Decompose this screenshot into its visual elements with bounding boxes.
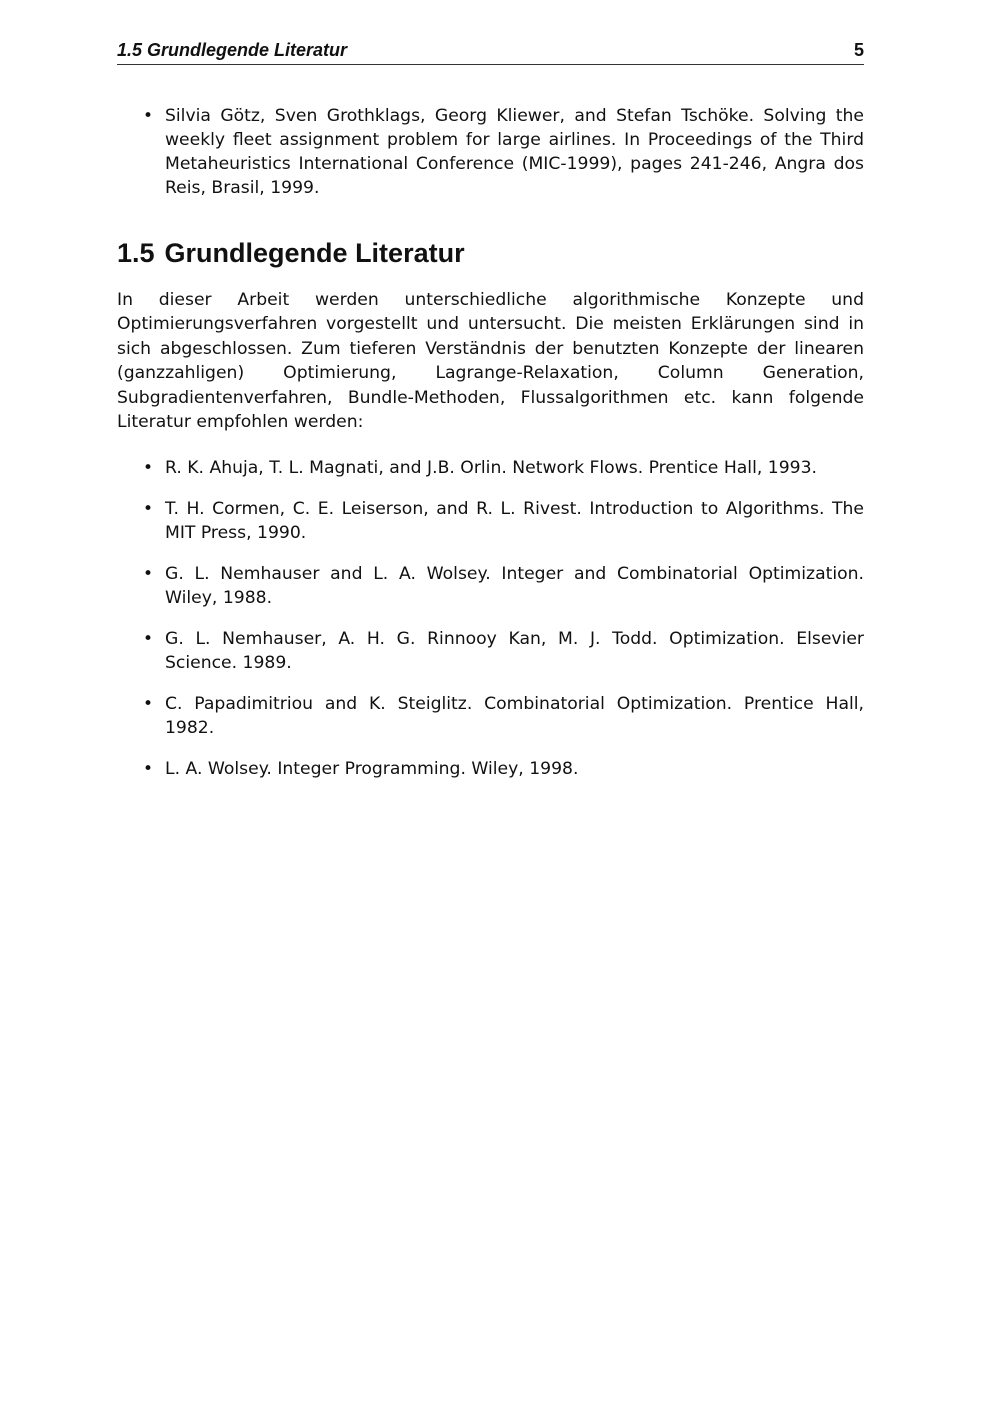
bullet-icon: • (143, 499, 154, 520)
reference-text: T. H. Cormen, C. E. Leiserson, and R. L. Rivest. Introduction to Algorithms. The MIT Press, 1990. (165, 499, 864, 544)
reference-text: L. A. Wolsey. Integer Programming. Wiley, 1998. (165, 759, 579, 780)
list-item (117, 104, 864, 200)
reference-text: G. L. Nemhauser and L. A. Wolsey. Integer and Combinatorial Optimization. Wiley, 1988. (165, 564, 864, 609)
literature-list (117, 456, 864, 781)
bullet-icon: • (143, 694, 154, 715)
reference-text: C. Papadimitriou and K. Steiglitz. Combinatorial Optimization. Prentice Hall, 1982. (165, 694, 864, 739)
running-title: 1.5 Grundlegende Literatur (117, 40, 348, 60)
list-item (117, 757, 864, 781)
bullet-icon: • (143, 106, 154, 126)
list-item (117, 456, 864, 480)
reference-text: G. L. Nemhauser, A. H. G. Rinnooy Kan, M. J. Todd. Optimization. Elsevier Science. 1989. (165, 629, 864, 674)
list-item (117, 497, 864, 545)
top-reference-list (117, 104, 864, 200)
bullet-icon: • (143, 458, 154, 479)
list-item (117, 562, 864, 610)
reference-text: R. K. Ahuja, T. L. Magnati, and J.B. Orlin. Network Flows. Prentice Hall, 1993. (165, 458, 817, 479)
bullet-icon: • (143, 564, 154, 585)
list-item (117, 627, 864, 675)
section-number: 1.5 (117, 238, 155, 268)
bullet-icon: • (143, 629, 154, 650)
section-title: Grundlegende Literatur (164, 238, 465, 268)
page-content (117, 104, 864, 798)
bullet-icon: • (143, 759, 154, 780)
list-item (117, 692, 864, 740)
running-header (117, 38, 864, 65)
page-number: 5 (853, 40, 864, 60)
section-heading (117, 236, 864, 270)
reference-text: Silvia Götz, Sven Grothklags, Georg Kliewer, and Stefan Tschöke. Solving the weekly fleet assignment problem for large airlines. In Proceedings of the Third Metaheuristics International Conference (MIC-1999), pages 241-246, Angra dos Reis, Brasil, 1999. (165, 106, 864, 198)
section-paragraph: In dieser Arbeit werden unterschiedliche algorithmische Konzepte und Optimierungsverfahren vorgestellt und untersucht. Die meisten Erklärungen sind in sich abgeschlossen. Zum tieferen Verständnis der benutzten Konzepte der linearen (ganzzahligen) Optimierung, Lagrange-Relaxation, Column Generation, Subgradientenverfahren, Bundle-Methoden, Flussalgorithmen etc. kann folgende Literatur empfohlen werden: (117, 290, 864, 433)
